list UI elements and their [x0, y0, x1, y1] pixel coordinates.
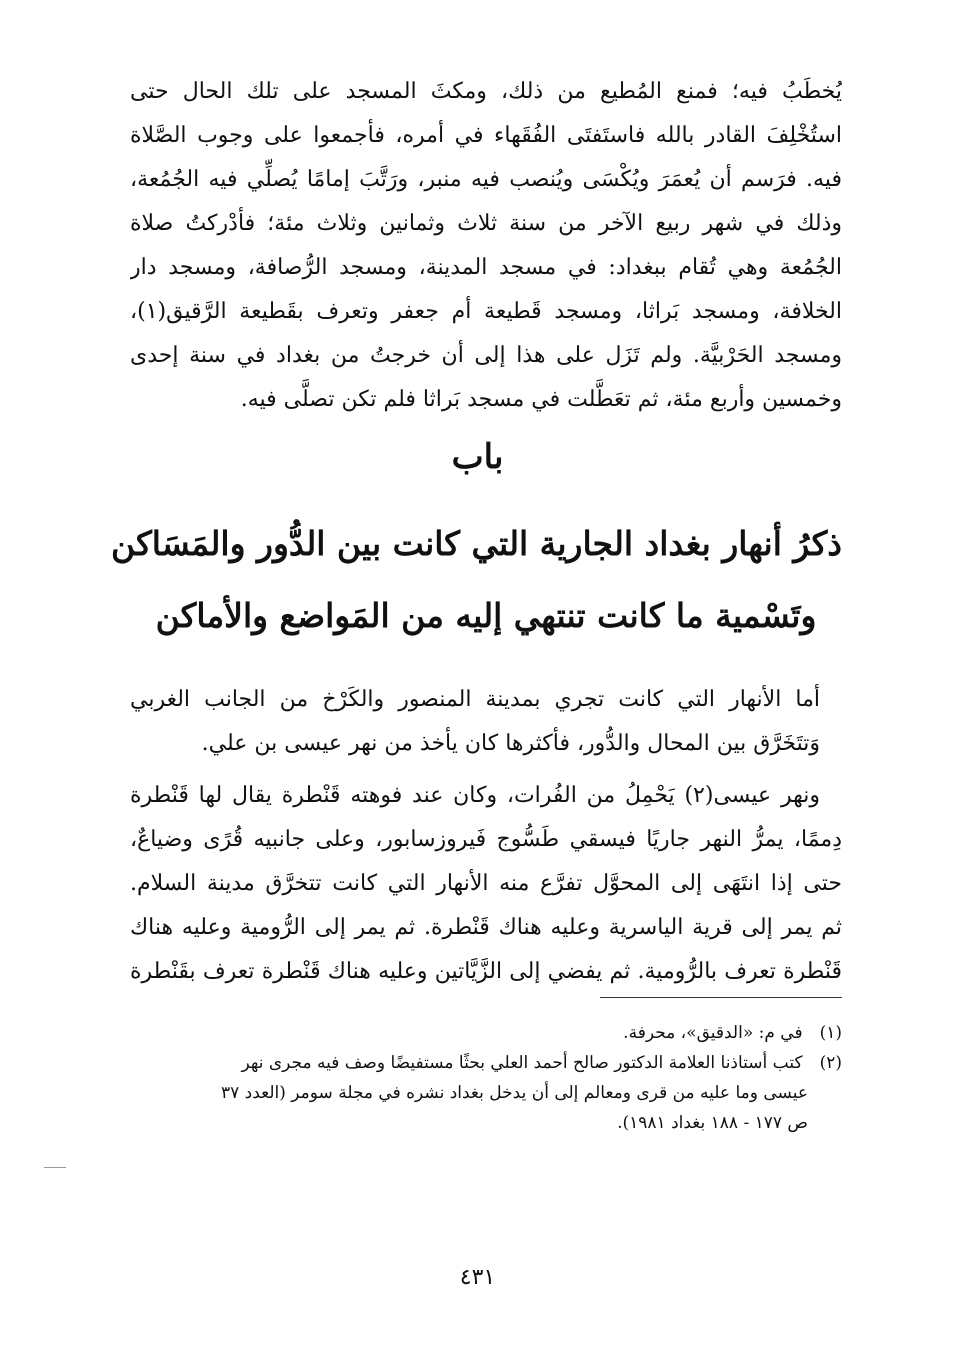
text-line: يُخطَبُ فيه؛ فمنع المُطيع من ذلك، ومكثَ المسجد على تلك الحال حتى [130, 79, 842, 104]
footnote-number: (٢) [819, 1053, 842, 1073]
text-line: فيه. فرَسم أن يُعمَرَ ويُكْسَى ويُنصب فيه منبر، ورَتَّبَ إمامًا يُصلِّي فيه الجُمُعة، [130, 167, 842, 192]
footnote-separator [600, 997, 842, 998]
body-text-top [130, 70, 842, 422]
text-line: ثم يمر إلى قرية الياسرية وعليه هناك قَنْطرة. ثم يمر إلى الرُّومية وعليه هناك [130, 915, 842, 940]
footnote-1 [130, 1018, 842, 1048]
text-line: الجُمُعة وهي تُقام ببغداد: في مسجد المدينة، ومسجد الرُّصافة، ومسجد دار [130, 255, 842, 280]
footnote-2-continued: عيسى وما عليه من قرى ومعالم إلى أن يدخل بغداد نشره في مجلة سومر (العدد ٣٧ [220, 1083, 808, 1103]
footnote-2-continued: ص ١٧٧ - ١٨٨ بغداد ١٩٨١). [617, 1113, 808, 1133]
text-line: حتى إذا انتَهَى إلى المحوَّل تفرَّع منه الأنهار التي كانت تتخرَّق مدينة السلام. [130, 871, 842, 896]
text-line: ومسجد الحَرْبيَّة. ولم تَزَل على هذا إلى أن خرجتُ من بغداد في سنة إحدى [130, 343, 842, 368]
text-line: استُخْلِفَ القادر بالله فاستَفتَى الفُقَهاء في أمره، فأجمعوا على وجوب الصَّلاة [130, 123, 842, 148]
scan-margin-mark [44, 1167, 66, 1168]
footnote-text: كتب أستاذنا العلامة الدكتور صالح أحمد العلي بحثًا مستفيضًا وصف فيه مجرى نهر [241, 1053, 803, 1073]
text-line: ونهر عيسى(٢) يَحْمِلُ من الفُرات، وكان عند فوهته قَنْطرة يقال لها قَنْطرة [130, 783, 820, 808]
chapter-heading: باب [451, 437, 504, 477]
footnotes [130, 1018, 842, 1138]
text-line: قَنْطرة تعرف بالرُّومية. ثم يفضي إلى الزَّيَّاتين وعليه هناك قَنْطرة تعرف بقَنْطرة [130, 959, 842, 984]
footnote-2 [130, 1048, 842, 1078]
footnote-number: (١) [819, 1023, 842, 1043]
text-line: دِممًا، يمرُّ النهر جاريًا فيسقي طَسُّوج فَيروزسابور، وعلى جانبيه قُرًى وضياعٌ، [130, 827, 842, 852]
paragraph-2 [130, 774, 842, 994]
footnote-text: في م: «الدقيق»، محرفة. [623, 1023, 803, 1043]
text-line: أما الأنهار التي كانت تجري بمدينة المنصور والكَرْخ من الجانب الغربي [130, 687, 820, 712]
text-line: وَتتَخَرَّق بين المحال والدُّور، فأكثرها كان يأخذ من نهر عيسى بن علي. [201, 731, 820, 756]
paragraph-1 [130, 678, 820, 766]
text-line: وذلك في شهر ربيع الآخر من سنة ثلاث وثمانين وثلاث مئة؛ فأدْركتُ صلاة [130, 211, 842, 236]
section-title-line-2: وتَسْمية ما كانت تنتهي إليه من المَواضع والأماكن [155, 596, 817, 635]
section-title-line-1: ذكرُ أنهار بغداد الجارية التي كانت بين الدُّور والمَسَاكن [110, 524, 842, 563]
text-line: وخمسين وأربع مئة، ثم تعَطَّلت في مسجد بَراثا فلم تكن تصلَّى فيه. [240, 387, 842, 412]
text-line: الخلافة، ومسجد بَراثا، ومسجد قَطيعة أم جعفر وتعرف بقَطيعة الرَّقيق(١)، [130, 299, 842, 324]
page-number: ٤٣١ [459, 1265, 496, 1290]
